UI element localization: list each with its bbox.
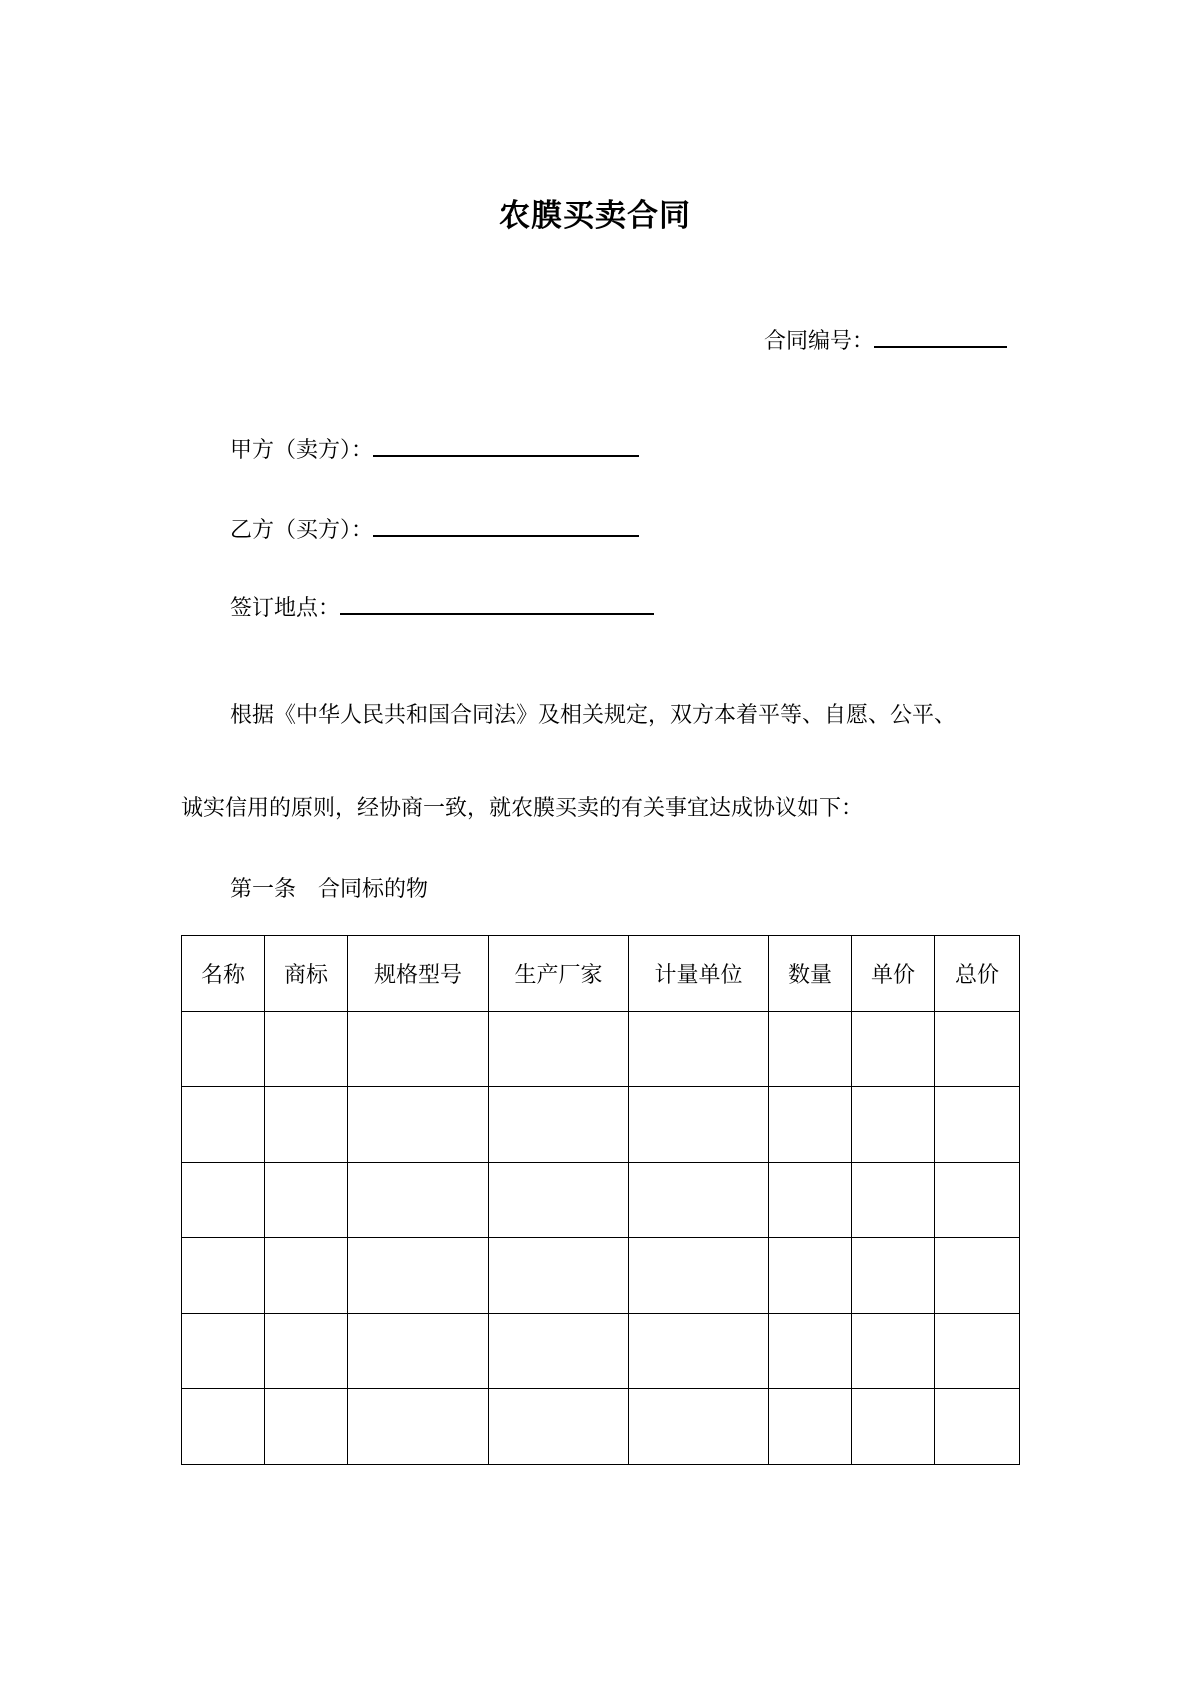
intro-paragraph-line-1: 根据《中华人民共和国合同法》及相关规定，双方本着平等、自愿、公平、: [230, 703, 957, 728]
intro-paragraph-line-2: 诚实信用的原则，经协商一致，就农膜买卖的有关事宜达成协议如下：: [181, 796, 864, 821]
table-cell[interactable]: [265, 1011, 348, 1087]
header-name: 名称: [182, 936, 265, 1012]
table-cell[interactable]: [348, 1389, 489, 1465]
table-cell[interactable]: [182, 1011, 265, 1087]
table-cell[interactable]: [182, 1238, 265, 1314]
table-cell[interactable]: [182, 1087, 265, 1163]
table-cell[interactable]: [769, 1389, 852, 1465]
table-row: [182, 1238, 1020, 1314]
table-cell[interactable]: [769, 1238, 852, 1314]
contract-number-line: [764, 322, 1007, 357]
document-title: 农膜买卖合同: [499, 198, 691, 234]
table-cell[interactable]: [852, 1162, 935, 1238]
table-cell[interactable]: [629, 1162, 769, 1238]
table-cell[interactable]: [265, 1087, 348, 1163]
table-cell[interactable]: [852, 1313, 935, 1389]
sign-place-field[interactable]: [340, 589, 654, 615]
header-spec-model: 规格型号: [348, 936, 489, 1012]
table-cell[interactable]: [935, 1162, 1020, 1238]
header-trademark: 商标: [265, 936, 348, 1012]
table-cell[interactable]: [769, 1313, 852, 1389]
header-total-price: 总价: [935, 936, 1020, 1012]
party-b-line: [230, 511, 639, 546]
party-b-label: 乙方（买方）：: [230, 518, 374, 543]
table-cell[interactable]: [489, 1087, 629, 1163]
table-cell[interactable]: [852, 1238, 935, 1314]
table-cell[interactable]: [629, 1313, 769, 1389]
goods-table-header-row: [182, 936, 1020, 1012]
table-row: [182, 1011, 1020, 1087]
contract-number-label: 合同编号：: [764, 329, 875, 354]
party-b-field[interactable]: [373, 511, 639, 537]
party-a-label: 甲方（卖方）：: [230, 438, 374, 463]
table-cell[interactable]: [629, 1011, 769, 1087]
table-cell[interactable]: [769, 1162, 852, 1238]
table-cell[interactable]: [852, 1011, 935, 1087]
table-row: [182, 1313, 1020, 1389]
table-cell[interactable]: [348, 1011, 489, 1087]
table-cell[interactable]: [182, 1313, 265, 1389]
sign-place-label: 签订地点：: [230, 596, 341, 621]
table-cell[interactable]: [769, 1087, 852, 1163]
table-row: [182, 1087, 1020, 1163]
table-cell[interactable]: [852, 1087, 935, 1163]
table-cell[interactable]: [265, 1313, 348, 1389]
header-unit: 计量单位: [629, 936, 769, 1012]
table-cell[interactable]: [265, 1162, 348, 1238]
table-cell[interactable]: [265, 1389, 348, 1465]
goods-table: [181, 935, 1020, 1465]
header-quantity: 数量: [769, 936, 852, 1012]
table-cell[interactable]: [629, 1238, 769, 1314]
table-cell[interactable]: [769, 1011, 852, 1087]
table-row: [182, 1162, 1020, 1238]
table-cell[interactable]: [348, 1087, 489, 1163]
table-cell[interactable]: [489, 1389, 629, 1465]
table-cell[interactable]: [935, 1389, 1020, 1465]
table-cell[interactable]: [489, 1162, 629, 1238]
table-cell[interactable]: [935, 1238, 1020, 1314]
table-cell[interactable]: [182, 1389, 265, 1465]
table-cell[interactable]: [348, 1162, 489, 1238]
article-1-heading: 第一条 合同标的物: [230, 877, 429, 902]
contract-number-field[interactable]: [874, 322, 1007, 348]
table-cell[interactable]: [935, 1313, 1020, 1389]
table-cell[interactable]: [489, 1238, 629, 1314]
header-unit-price: 单价: [852, 936, 935, 1012]
table-cell[interactable]: [489, 1011, 629, 1087]
table-cell[interactable]: [935, 1011, 1020, 1087]
table-row: [182, 1389, 1020, 1465]
table-cell[interactable]: [852, 1389, 935, 1465]
table-cell[interactable]: [348, 1313, 489, 1389]
party-a-line: [230, 431, 639, 466]
table-cell[interactable]: [182, 1162, 265, 1238]
table-cell[interactable]: [935, 1087, 1020, 1163]
table-cell[interactable]: [489, 1313, 629, 1389]
table-cell[interactable]: [629, 1087, 769, 1163]
table-cell[interactable]: [629, 1389, 769, 1465]
party-a-field[interactable]: [373, 431, 639, 457]
sign-place-line: [230, 589, 654, 624]
table-cell[interactable]: [265, 1238, 348, 1314]
table-cell[interactable]: [348, 1238, 489, 1314]
header-manufacturer: 生产厂家: [489, 936, 629, 1012]
